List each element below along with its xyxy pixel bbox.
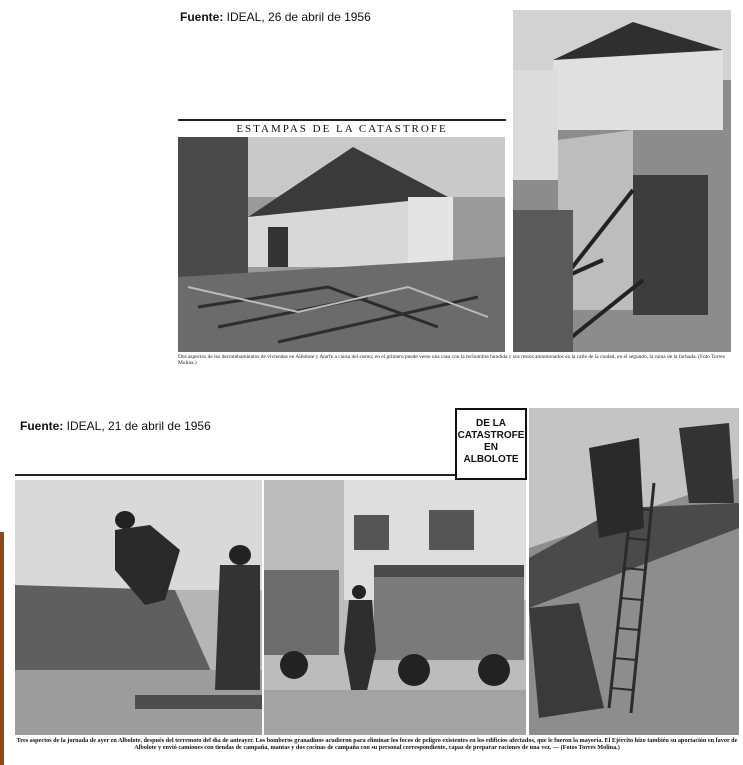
left-edge-strip (0, 532, 4, 765)
source-label-1 (180, 10, 371, 24)
photo-firemen-ladder (529, 408, 739, 735)
headline-line: DE LA (476, 418, 506, 429)
photo-ruined-facade (513, 10, 731, 352)
photo-army-trucks (264, 480, 526, 735)
source-prefix: Fuente: (180, 10, 224, 24)
photo-firemen-on-roof (15, 480, 262, 735)
headline-line: CATASTROFE (457, 430, 525, 441)
clipping-title: ESTAMPAS DE LA CATASTROFE (236, 123, 448, 135)
section-headline-box (455, 408, 527, 480)
headline-line: ALBOLOTE (463, 454, 519, 465)
source-label-2 (20, 419, 211, 433)
source-citation: IDEAL, 21 de abril de 1956 (63, 419, 211, 433)
photo-collapsed-house (178, 137, 505, 352)
source-citation: IDEAL, 26 de abril de 1956 (223, 10, 371, 24)
headline-line: EN (484, 442, 498, 453)
header-rule (15, 474, 455, 476)
clipping-caption: Dos aspectos de los derrumbamientos de viviendas en Albolote y Atarfe a causa del sismo; en el primero puede verse una casa con la techumbre hundida y sus restos amontonados en la calle de la ciudad, en el segundo, la ruina de la fachada. (Foto Torres Molina.) (178, 354, 725, 367)
source-prefix: Fuente: (20, 419, 64, 433)
clipping-caption: Tres aspectos de la jornada de ayer en Albolote, después del terremoto del día de anteayer. Los bomberos granadinos acudieron para eliminar los focos de peligro existentes en los edificios afectados, que le fueron la mayoría. El Ejército hizo también su aportación en favor de Albolote y envió camiones con tiendas de campaña, mantas y dos cocinas de campaña con su personal correspondiente, capaz de preparar raciones de una vez. — (Fotos Torres Molina.) (16, 737, 738, 752)
header-rule (178, 119, 506, 121)
